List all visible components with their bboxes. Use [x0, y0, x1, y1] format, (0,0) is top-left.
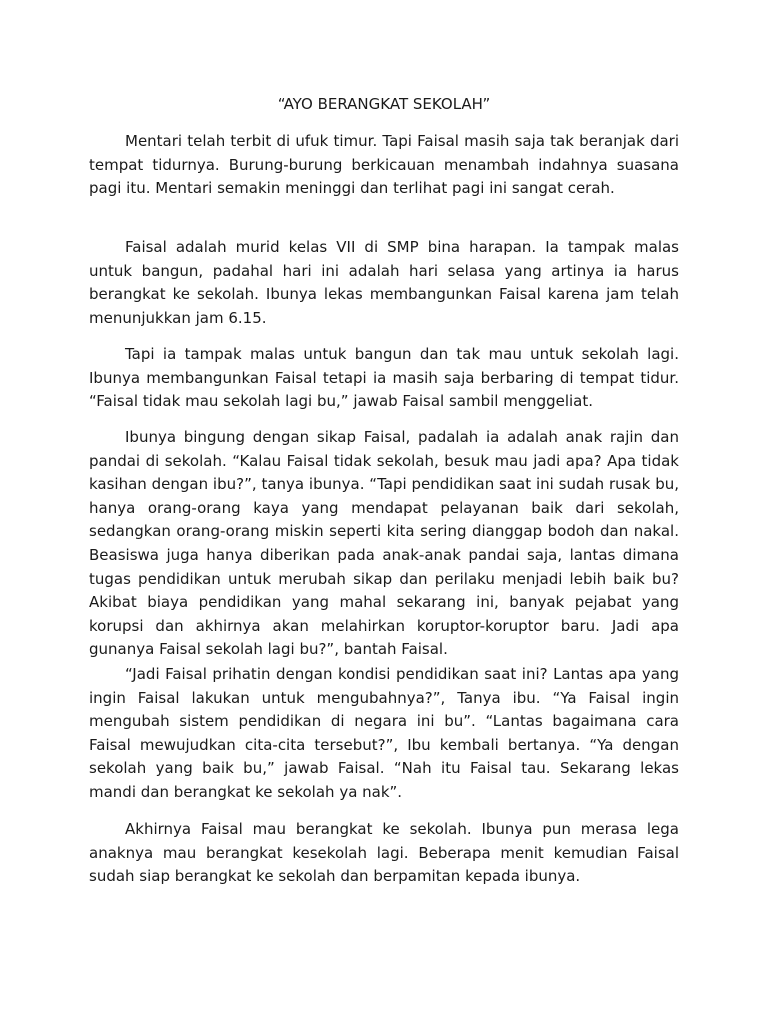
paragraph-5: “Jadi Faisal prihatin dengan kondisi pendidikan saat ini? Lantas apa yang ingin Faisal lakukan untuk mengubahnya?”, Tanya ibu. “Ya Faisal ingin mengubah sistem pendidikan di negara ini bu”. “Lantas bagaimana cara Faisal mewujudkan cita-cita tersebut?”, Ibu kembali bertanya. “Ya dengan sekolah yang baik bu,” jawab Faisal. “Nah itu Faisal tau. Sekarang lekas mandi dan berangkat ke sekolah ya nak”. — [89, 665, 679, 801]
paragraph-2: Faisal adalah murid kelas VII di SMP bina harapan. Ia tampak malas untuk bangun, padahal hari ini adalah hari selasa yang artinya ia harus berangkat ke sekolah. Ibunya lekas membangunkan Faisal karena jam telah menunjukkan jam 6.15. — [89, 238, 679, 327]
paragraph-6: Akhirnya Faisal mau berangkat ke sekolah. Ibunya pun merasa lega anaknya mau berangkat kesekolah lagi. Beberapa menit kemudian Faisal sudah siap berangkat ke sekolah dan berpamitan kepada ibunya. — [89, 820, 679, 886]
page-title: “AYO BERANGKAT SEKOLAH” — [277, 95, 491, 113]
paragraph-1: Mentari telah terbit di ufuk timur. Tapi Faisal masih saja tak beranjak dari tempat tidurnya. Burung-burung berkicauan menambah indahnya suasana pagi itu. Mentari semakin meninggi dan terlihat pagi ini sangat cerah. — [89, 132, 679, 198]
paragraph-3: Tapi ia tampak malas untuk bangun dan tak mau untuk sekolah lagi. Ibunya membangunkan Faisal tetapi ia masih saja berbaring di tempat tidur. “Faisal tidak mau sekolah lagi bu,” jawab Faisal sambil menggeliat. — [89, 345, 679, 411]
paragraph-4: Ibunya bingung dengan sikap Faisal, padalah ia adalah anak rajin dan pandai di sekolah. “Kalau Faisal tidak sekolah, besuk mau jadi apa? Apa tidak kasihan dengan ibu?”, tanya ibunya. “Tapi pendidikan saat ini sudah rusak bu, hanya orang-orang kaya yang mendapat pelayanan baik dari sekolah, sedangkan orang-orang miskin seperti kita sering dianggap bodoh dan nakal. Beasiswa juga hanya diberikan pada anak-anak pandai saja, lantas dimana tugas pendidikan untuk merubah sikap dan perilaku menjadi lebih baik bu? Akibat biaya pendidikan yang mahal sekarang ini, banyak pejabat yang korupsi dan akhirnya akan melahirkan koruptor-koruptor baru. Jadi apa gunanya Faisal sekolah lagi bu?”, bantah Faisal. — [89, 428, 679, 659]
